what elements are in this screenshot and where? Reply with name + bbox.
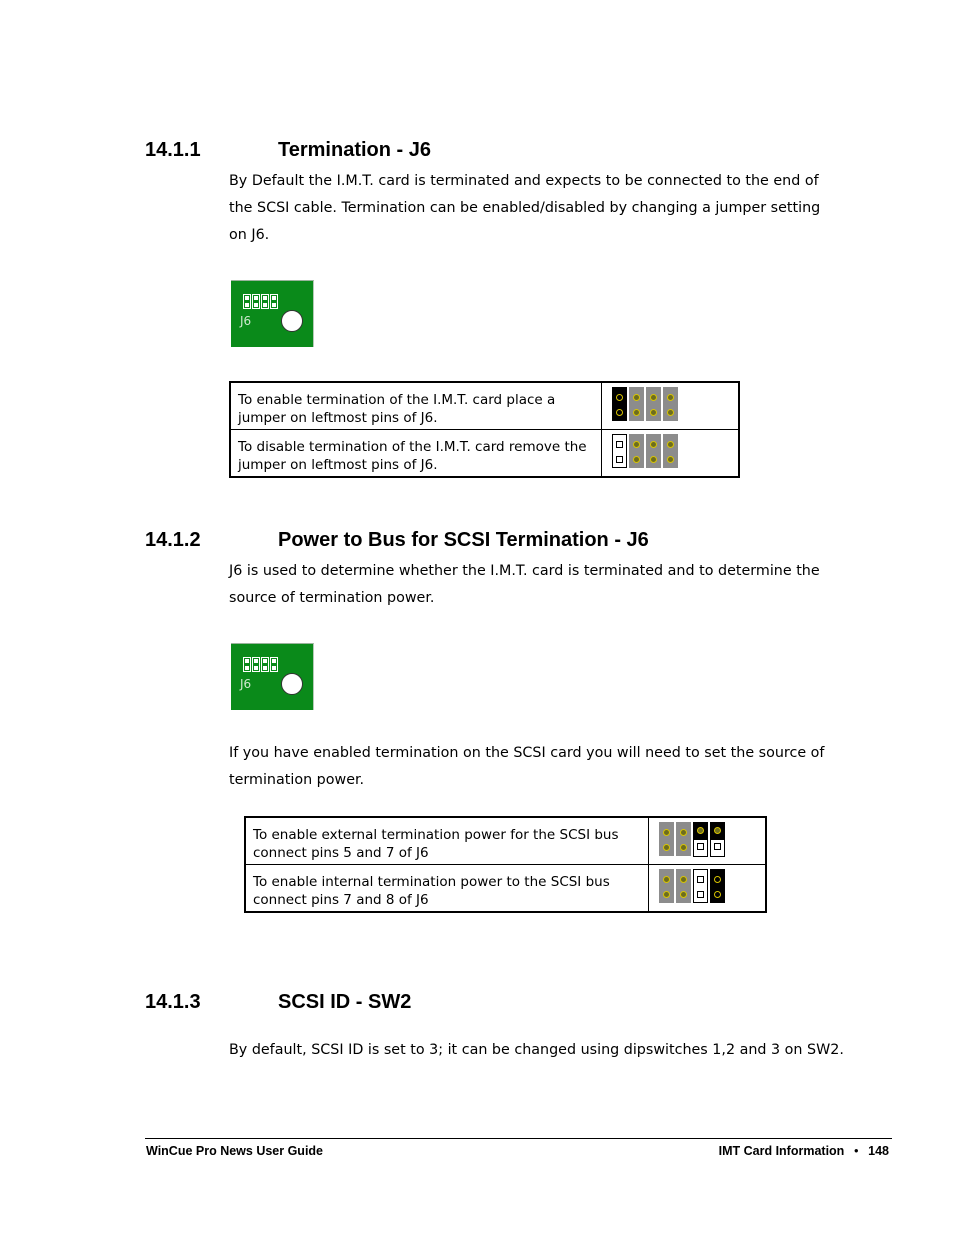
termination-jumper-table (229, 381, 740, 478)
section-title: Termination - J6 (278, 139, 431, 161)
termination-power-paragraph: If you have enabled termination on the SCSI card you will need to set the source of termination power. (229, 745, 825, 788)
section-number: 14.1.3 (145, 991, 201, 1013)
table-cell-text: To disable termination of the I.M.T. card remove the jumper on leftmost pins of J6. (230, 430, 602, 478)
table-row (230, 382, 739, 430)
jumper-diagram-external (649, 817, 767, 865)
section-title: SCSI ID - SW2 (278, 991, 412, 1013)
termination-power-jumper-table (244, 816, 767, 913)
footer-bullet: ● (853, 1146, 859, 1155)
table-row (230, 430, 739, 478)
table-cell-text: To enable internal termination power to the SCSI bus connect pins 7 and 8 of J6 (245, 865, 649, 913)
board-label: J6 (240, 677, 252, 691)
board-mounting-hole (281, 673, 303, 695)
table-row (245, 817, 766, 865)
j6-pin-header (243, 657, 279, 672)
table-cell-text: To enable external termination power for the SCSI bus connect pins 5 and 7 of J6 (245, 817, 649, 865)
section-title: Power to Bus for SCSI Termination - J6 (278, 529, 649, 551)
board-label: J6 (240, 314, 252, 328)
section-number: 14.1.1 (145, 139, 201, 161)
footer-chapter-title: IMT Card Information (718, 1144, 845, 1158)
termination-paragraph: By Default the I.M.T. card is terminated and expects to be connected to the end of the SCSI cable. Termination can be enabled/disabled by changing a jumper setting on J6. (229, 173, 821, 243)
footer-page-number: 148 (868, 1144, 889, 1158)
jumper-diagram-enable (602, 382, 740, 430)
table-row (245, 865, 766, 913)
footer-rule (145, 1138, 892, 1139)
j6-board-image (231, 643, 314, 710)
board-mounting-hole (281, 310, 303, 332)
footer-document-title: WinCue Pro News User Guide (146, 1144, 324, 1158)
j6-board-image (231, 280, 314, 347)
section-number: 14.1.2 (145, 529, 201, 551)
scsi-id-paragraph: By default, SCSI ID is set to 3; it can be changed using dipswitches 1,2 and 3 on SW2. (229, 1042, 844, 1058)
jumper-diagram-internal (649, 865, 767, 913)
power-bus-paragraph: J6 is used to determine whether the I.M.T. card is terminated and to determine the source of termination power. (229, 563, 820, 606)
jumper-diagram-disable (602, 430, 740, 478)
j6-pin-header (243, 294, 279, 309)
table-cell-text: To enable termination of the I.M.T. card place a jumper on leftmost pins of J6. (230, 382, 602, 430)
footer-right (719, 1144, 889, 1158)
